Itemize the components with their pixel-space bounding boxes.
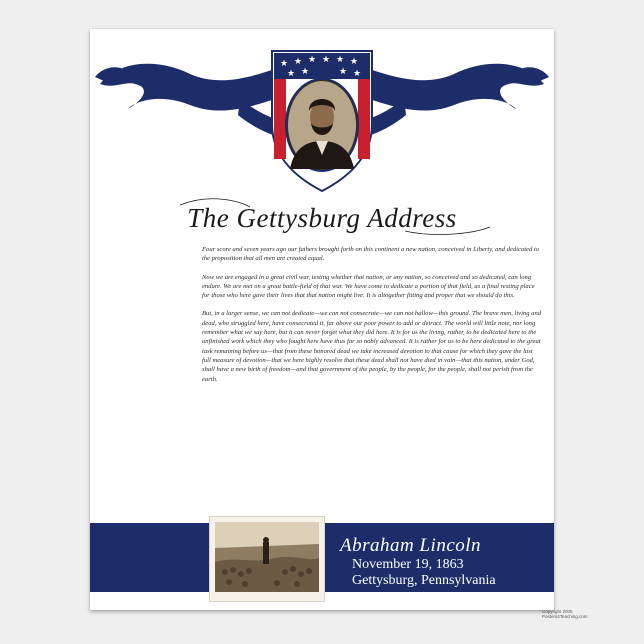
poster <box>90 29 588 619</box>
photo-scene <box>215 522 319 592</box>
svg-text:★: ★ <box>308 55 317 65</box>
svg-text:★: ★ <box>294 57 303 67</box>
speech-paragraph-3: But, in a larger sense, we can not dedicate—we can not consecrate—we can not hallow—this ground. The brave men, living and dead, who struggled here, have consecrated it, far above our poor power to add or detract. The world will little note, nor long remember what we say here, but it can never forget what they did here. It is for us the living, rather, to be dedicated here to the unfinished work which they who fought here have thus far so nobly advanced. It is rather for us to be here dedicated to the great task remaining before us—that from these honored dead we take increased devotion to that cause for which they gave the last full measure of devotion—that we here highly resolve that these dead shall not have died in vain—that this nation, under God, shall have a new birth of freedom—and that government of the people, by the people, for the people, shall not perish from the earth. <box>202 310 542 383</box>
speech-paragraph-1: Four score and seven years ago our fathers brought forth on this continent a new nation, conceived in Liberty, and dedicated to the proposition that all men are created equal. <box>202 246 540 263</box>
speech-place: Gettysburg, Pennsylvania <box>352 573 496 588</box>
svg-text:★: ★ <box>353 69 362 79</box>
copyright-text: Copyright 2005 Posters4Teaching.com <box>542 609 588 619</box>
speech-paragraph-2: Now we are engaged in a great civil war, testing whether that nation, or any nation, so conceived and so dedicated, can long endure. We are met on a great battle-field of that war. We have come to dedicate a portion of that field, as a final resting place for those who here gave their lives that that nation might live. It is altogether fitting and proper that we should do this. <box>202 273 535 300</box>
svg-text:★: ★ <box>322 55 331 65</box>
svg-text:★: ★ <box>280 59 289 69</box>
page-title: The Gettysburg Address <box>187 203 457 233</box>
shield-banner <box>90 29 554 209</box>
svg-text:★: ★ <box>287 69 296 79</box>
speech-date: November 19, 1863 <box>352 557 464 572</box>
speech-text <box>202 245 542 393</box>
svg-text:★: ★ <box>350 57 359 67</box>
svg-text:★: ★ <box>301 67 310 77</box>
svg-text:★: ★ <box>339 67 348 77</box>
gettysburg-photo <box>209 516 325 602</box>
author-name: Abraham Lincoln <box>340 535 482 556</box>
svg-text:★: ★ <box>336 55 345 65</box>
